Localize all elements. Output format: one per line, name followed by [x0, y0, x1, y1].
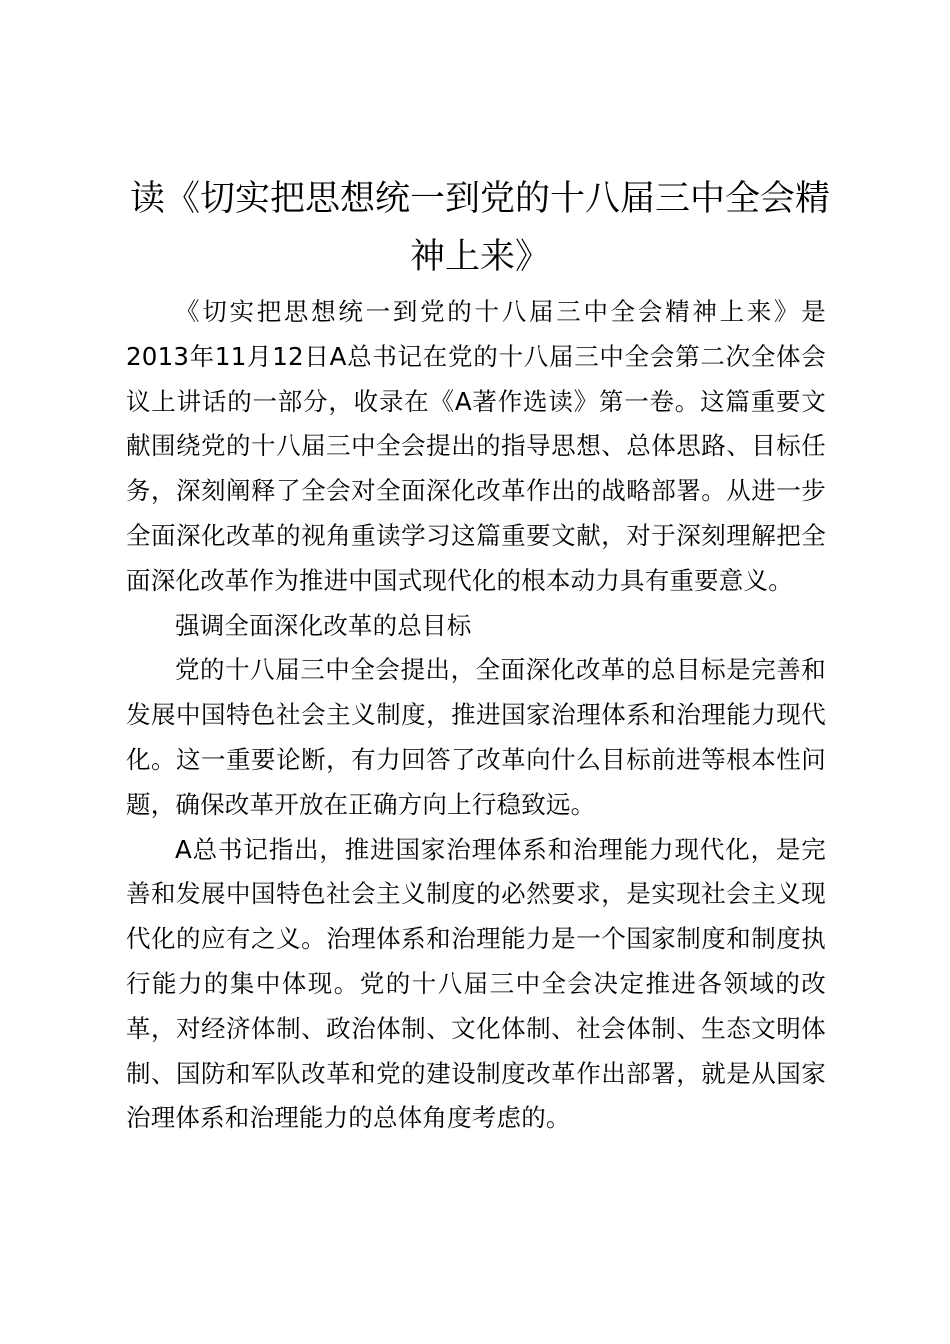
document-body: [126, 290, 826, 1141]
paragraph-governance: A总书记指出，推进国家治理体系和治理能力现代化，是完善和发展中国特色社会主义制度的必然要求，是实现社会主义现代化的应有之义。治理体系和治理能力是一个国家制度和制度执行能力的集中体现。党的十八届三中全会决定推进各领域的改革，对经济体制、政治体制、文化体制、社会体制、生态文明体制、国防和军队改革和党的建设制度改革作出部署，就是从国家治理体系和治理能力的总体角度考虑的。: [126, 834, 826, 1133]
document-title: 读《切实把思想统一到党的十八届三中全会精神上来》: [129, 179, 830, 277]
section-heading: 强调全面深化改革的总目标: [175, 610, 472, 640]
paragraph-intro: 《切实把思想统一到党的十八届三中全会精神上来》是2013年11月12日A总书记在党的十八届三中全会第二次全体会议上讲话的一部分，收录在《A著作选读》第一卷。这篇重要文献围绕党的十八届三中全会提出的指导思想、总体思路、目标任务，深刻阐释了全会对全面深化改革作出的战略部署。从进一步全面深化改革的视角重读学习这篇重要文献，对于深刻理解把全面深化改革作为推进中国式现代化的根本动力具有重要意义。: [126, 297, 826, 595]
paragraph-goal: 党的十八届三中全会提出，全面深化改革的总目标是完善和发展中国特色社会主义制度，推进国家治理体系和治理能力现代化。这一重要论断，有力回答了改革向什么目标前进等根本性问题，确保改革开放在正确方向上行稳致远。: [126, 655, 826, 819]
